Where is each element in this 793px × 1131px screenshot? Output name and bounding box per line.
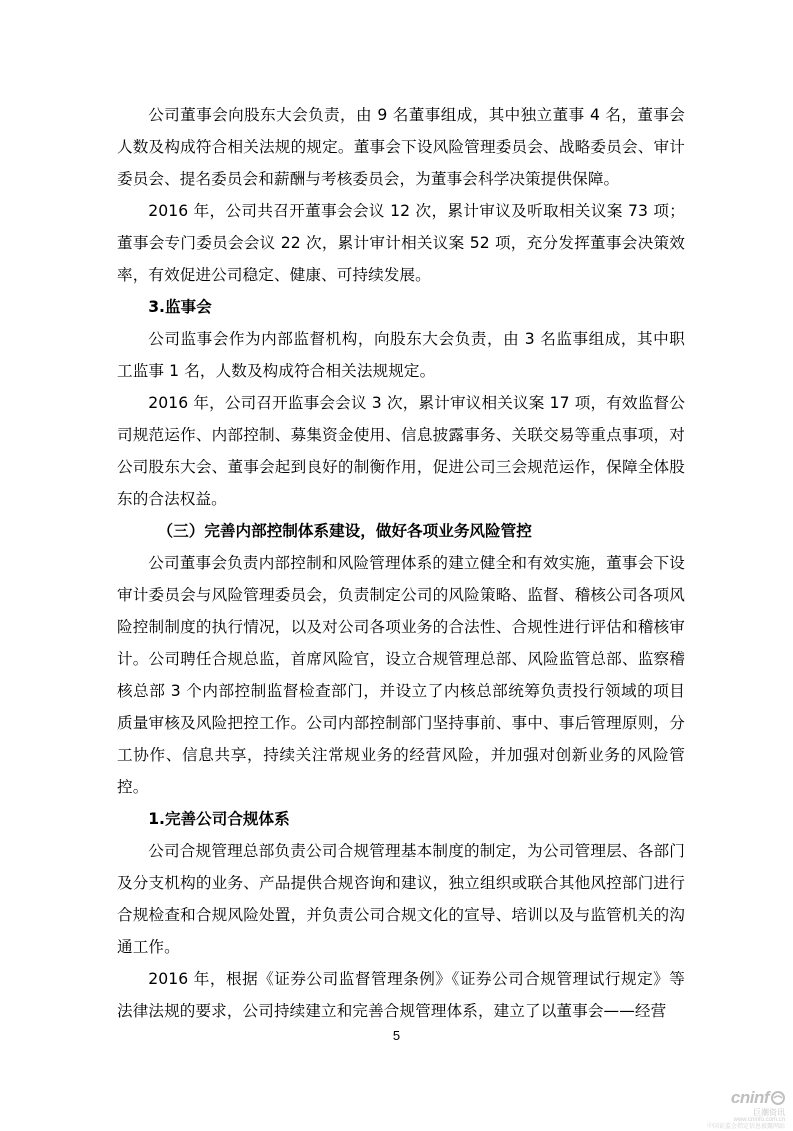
section-heading-compliance-system: 1.完善公司合规体系 <box>148 810 290 828</box>
section-heading-supervisory-board: 3.监事会 <box>148 298 212 316</box>
document-body <box>117 99 685 1027</box>
cninfo-watermark <box>700 1088 785 1131</box>
cninfo-subtitle: 中国证监会指定信息披露网站 <box>706 1124 785 1130</box>
paragraph-internal-control: 公司董事会负责内部控制和风险管理体系的建立健全和有效实施，董事会下设审计委员会与风险管理委员会，负责制定公司的风险策略、监督、稽核公司各项风险控制制度的执行情况，以及对公司各项业务的合法性、合规性进行评估和稽核审计。公司聘任合规总监，首席风险官，设立合规管理总部、风险监管总部、监察稽核总部 3 个内部控制监督检查部门，并设立了内核总部统筹负责投行领域的项目质量审核及风险把控工作。公司内部控制部门坚持事前、事中、事后管理原则，分工协作、信息共享，持续关注常规业务的经营风险，并加强对创新业务的风险管控。 <box>117 554 685 796</box>
page-number: 5 <box>392 1028 401 1043</box>
paragraph-compliance-department: 公司合规管理总部负责公司合规管理基本制度的制定，为公司管理层、各部门及分支机构的业务、产品提供合规咨询和建议，独立组织或联合其他风控部门进行合规检查和合规风险处置，并负责公司合规文化的宣导、培训以及与监管机关的沟通工作。 <box>117 842 685 956</box>
paragraph-compliance-2016: 2016 年，根据《证券公司监督管理条例》《证券公司合规管理试行规定》等法律法规的要求，公司持续建立和完善合规管理体系，建立了以董事会——经营 <box>117 970 685 1020</box>
cninfo-swirl-icon <box>771 1091 785 1105</box>
cninfo-logo <box>700 1088 785 1108</box>
paragraph-board-composition: 公司董事会向股东大会负责，由 9 名董事组成，其中独立董事 4 名，董事会人数及构成符合相关法规的规定。董事会下设风险管理委员会、战略委员会、审计委员会、提名委员会和薪酬与考核委员会，为董事会科学决策提供保障。 <box>117 106 685 188</box>
paragraph-supervisory-composition: 公司监事会作为内部监督机构，向股东大会负责，由 3 名监事组成，其中职工监事 1 名，人数及构成符合相关法规规定。 <box>117 330 685 380</box>
cninfo-url: www.cninfo.com.cn <box>733 1117 785 1123</box>
paragraph-supervisory-meetings-2016: 2016 年，公司召开监事会会议 3 次，累计审议相关议案 17 项，有效监督公司规范运作、内部控制、募集资金使用、信息披露事务、关联交易等重点事项，对公司股东大会、董事会起到良好的制衡作用，促进公司三会规范运作，保障全体股东的合法权益。 <box>117 394 685 508</box>
cninfo-brand: cninf <box>730 1088 769 1107</box>
paragraph-board-meetings-2016: 2016 年，公司共召开董事会会议 12 次，累计审议及听取相关议案 73 项；董事会专门委员会会议 22 次，累计审计相关议案 52 项，充分发挥董事会决策效率，有效促进公司稳定、健康、可持续发展。 <box>117 202 685 284</box>
cninfo-brand-cn: 巨潮资讯 <box>753 1108 785 1117</box>
section-heading-internal-control: （三）完善内部控制体系建设，做好各项业务风险管控 <box>157 522 532 540</box>
